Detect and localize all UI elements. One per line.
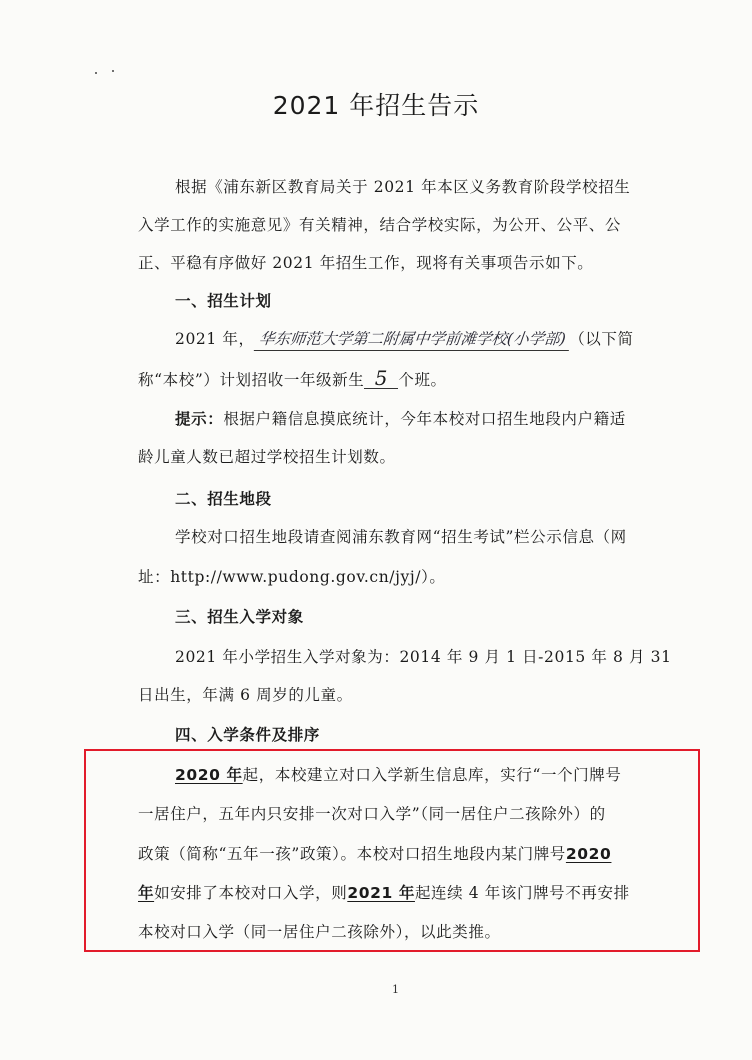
intro-line-1: 根据《浦东新区教育局关于 2021 年本区义务教育阶段学校招生 <box>175 178 631 196</box>
plan-note-line-1 <box>175 408 735 430</box>
conditions-line-1-text: 起，本校建立对口入学新生信息库，实行“一个门牌号 <box>242 766 622 784</box>
eligibility-line-1: 2021 年小学招生入学对象为：2014 年 9 月 1 日-2015 年 8 月 31 <box>175 648 672 666</box>
year-2020-emphasis: 2020 年 <box>175 766 243 784</box>
intro-line-3: 正、平稳有序做好 2021 年招生工作，现将有关事项告示如下。 <box>138 254 594 272</box>
plan-line-1 <box>175 328 735 351</box>
year-suffix-emphasis: 年 <box>138 884 155 902</box>
conditions-line-4-tail: 起连续 4 年该门牌号不再安排 <box>414 884 630 902</box>
conditions-line-4-text: 如安排了本校对口入学，则 <box>154 884 348 902</box>
conditions-line-5: 本校对口入学（同一居住户二孩除外），以此类推。 <box>138 923 501 941</box>
note-label: 提示： <box>175 410 224 428</box>
page-number: 1 <box>392 983 399 996</box>
plan-line-2 <box>138 368 698 391</box>
scan-speck <box>112 70 114 72</box>
plan-line-2-prefix: 称“本校”）计划招收一年级新生 <box>138 371 365 389</box>
eligibility-line-2: 日出生，年满 6 周岁的儿童。 <box>138 686 353 704</box>
handwritten-school-name: 华东师范大学第二附属中学前滩学校(小学部) <box>253 328 570 351</box>
district-line-1: 学校对口招生地段请查阅浦东教育网“招生考试”栏公示信息（网 <box>175 528 627 546</box>
year-2021-emphasis: 2021 年 <box>347 884 415 902</box>
section-heading-plan: 一、招生计划 <box>175 292 272 310</box>
section-heading-district: 二、招生地段 <box>175 490 272 508</box>
document-title: 2021 年招生告示 <box>272 91 480 120</box>
red-highlight-box <box>84 749 700 952</box>
section-heading-eligibility: 三、招生入学对象 <box>175 608 304 626</box>
note-text-1: 根据户籍信息摸底统计，今年本校对口招生地段内户籍适 <box>223 410 626 428</box>
plan-note-line-2: 龄儿童人数已超过学校招生计划数。 <box>138 448 396 466</box>
conditions-line-3-text: 政策（简称“五年一孩”政策）。本校对口招生地段内某门牌号 <box>138 845 566 863</box>
year-2020-emphasis-2: 2020 <box>565 845 612 863</box>
handwritten-class-count: 5 <box>364 368 398 389</box>
scan-speck <box>95 72 97 74</box>
plan-line-1-suffix: （以下简 <box>569 330 634 348</box>
plan-line-1-prefix: 2021 年， <box>175 330 255 348</box>
plan-line-2-suffix: 个班。 <box>398 371 447 389</box>
district-line-2: 址：http://www.pudong.gov.cn/jyj/）。 <box>138 568 446 586</box>
intro-line-2: 入学工作的实施意见》有关精神，结合学校实际，为公开、公平、公 <box>138 216 622 234</box>
section-heading-conditions: 四、入学条件及排序 <box>175 726 320 744</box>
conditions-line-2: 一居住户，五年内只安排一次对口入学”（同一居住户二孩除外）的 <box>138 805 606 823</box>
